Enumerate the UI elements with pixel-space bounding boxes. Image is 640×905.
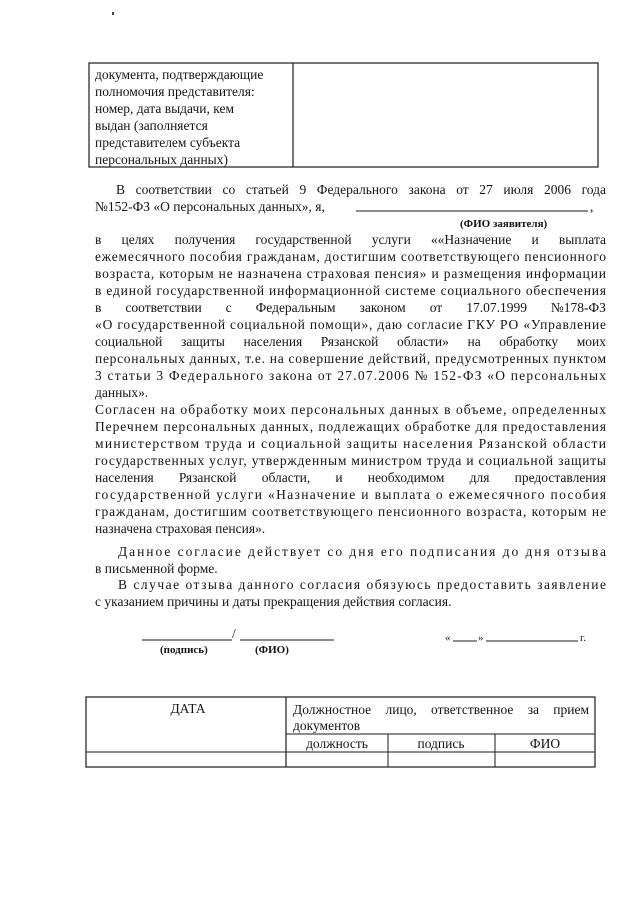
- justified-word: социальной: [95, 334, 163, 349]
- p2-line-3: министерством труда и социальной защиты населения Рязанской области: [95, 436, 607, 451]
- official-acceptance-table: [86, 697, 595, 767]
- justified-word: услуги: [371, 232, 411, 247]
- date-year-suffix: г.: [580, 632, 587, 644]
- justified-word: лицо,: [385, 702, 417, 717]
- consent-paragraph-4: [95, 577, 606, 609]
- name-column-header: ФИО: [529, 736, 561, 751]
- justified-word: 2006: [544, 182, 571, 197]
- p2-line-5: [95, 470, 606, 485]
- p1-line-1: [95, 232, 606, 247]
- p3-line-1: Данное согласие действует со дня его подписания до дня отзыва: [118, 544, 606, 559]
- signature-caption: (подпись): [160, 644, 208, 656]
- justified-word: прием: [553, 702, 590, 717]
- document-label-line: документа, подтверждающие: [95, 67, 264, 82]
- p4-line-2: с указанием причины и даты прекращения действия согласия.: [95, 594, 452, 609]
- p1-line-4: в единой государственной информационной системе социального обеспечения: [95, 283, 606, 298]
- justified-word: В: [116, 182, 126, 197]
- justified-word: выплата: [558, 232, 607, 247]
- p1-line-9: 3 статьи 3 Федерального закона от 27.07.2006 № 152-ФЗ «О персональных: [95, 368, 606, 383]
- document-label-line: персональных данных): [95, 152, 228, 167]
- justified-word: и: [335, 470, 343, 485]
- justified-word: предоставления: [514, 470, 606, 485]
- scan-speck: [112, 12, 114, 15]
- justified-word: Федеральным: [255, 300, 336, 315]
- p1-line-10: данных».: [95, 385, 149, 400]
- p1-line-7: [95, 334, 606, 349]
- justified-word: в: [95, 232, 102, 247]
- signature-block: [142, 626, 586, 656]
- p2-line-7: гражданам, достигшим соответствующего пенсионного возраста, которым не: [95, 504, 606, 519]
- justified-word: населения: [243, 334, 303, 349]
- consent-paragraph-2: [95, 402, 606, 536]
- document-label-line: представителем субъекта: [95, 135, 241, 150]
- justified-word: в: [95, 300, 102, 315]
- p1-line-5: [95, 300, 606, 315]
- justified-word: Федерального: [316, 182, 398, 197]
- justified-word: статьей: [245, 182, 289, 197]
- p2-line-4: государственных услуг, утвержденным министром труда и социальной защиты: [95, 453, 606, 468]
- justified-word: целях: [121, 232, 155, 247]
- applicant-name-caption: (ФИО заявителя): [460, 218, 548, 230]
- justified-word: законом: [359, 300, 406, 315]
- justified-word: Рязанской: [178, 470, 237, 485]
- justified-word: соответствии: [135, 182, 212, 197]
- justified-word: необходимом: [367, 470, 445, 485]
- p4-line-1: В случае отзыва данного согласия обязуюсь предоставить заявление: [118, 577, 606, 592]
- justified-word: ««Назначение: [430, 232, 512, 247]
- justified-word: от: [429, 300, 443, 315]
- justified-word: соответствии: [125, 300, 202, 315]
- justified-word: Рязанской: [320, 334, 379, 349]
- justified-word: обработку: [499, 334, 559, 349]
- p2-line-6: государственной услуги «Назначение и выплата о ежемесячного пособия: [95, 487, 606, 502]
- intro-line-2: №152-ФЗ «О персональных данных», я,: [95, 199, 325, 214]
- justified-word: №178-ФЗ: [550, 300, 606, 315]
- p1-line-6: «О государственной социальной помощи», даю согласие ГКУ РО «Управление: [95, 317, 606, 332]
- p1-line-8: персональных данных, т.е. на совершение действий, предусмотренных пунктом: [95, 351, 606, 366]
- p1-line-2: ежемесячного пособия гражданам, достигшим соответствующего пенсионного: [95, 249, 606, 264]
- position-column-header: должность: [306, 736, 368, 751]
- justified-word: Должностное: [293, 702, 372, 717]
- justified-word: со: [222, 182, 236, 197]
- justified-word: моих: [576, 334, 606, 349]
- document-label-line: номер, дата выдачи, кем: [95, 101, 234, 116]
- name-caption: (ФИО): [255, 644, 289, 656]
- p2-line-2: Перечнем персональных данных, подлежащих обработке для предоставления: [95, 419, 607, 434]
- intro-line-1: [116, 182, 606, 197]
- date-open-quote: «: [445, 632, 451, 644]
- official-header-line-1: [293, 702, 589, 717]
- consent-paragraph-3: [95, 544, 606, 576]
- justified-word: ответственное: [431, 702, 514, 717]
- justified-word: получения: [174, 232, 236, 247]
- justified-word: от: [456, 182, 469, 197]
- justified-word: для: [469, 470, 490, 485]
- consent-paragraph-1: [95, 232, 606, 400]
- signature-column-header: подпись: [417, 736, 465, 751]
- justified-word: 17.07.1999: [466, 300, 527, 315]
- p1-line-3: возраста, которым не назначена страховая пенсия» и размещения информации: [95, 266, 606, 281]
- p2-line-8: назначена страховая пенсия».: [95, 521, 266, 536]
- justified-word: защиты: [181, 334, 225, 349]
- p2-line-1: Согласен на обработку моих персональных данных в объеме, определенных: [95, 402, 606, 417]
- document-label-line: выдан (заполняется: [95, 118, 208, 133]
- justified-word: июля: [503, 182, 534, 197]
- p3-line-2: в письменной форме.: [95, 561, 218, 576]
- justified-word: 27: [479, 182, 493, 197]
- justified-word: на: [467, 334, 481, 349]
- justified-word: населения: [95, 470, 154, 485]
- justified-word: за: [527, 702, 540, 717]
- consent-intro: [95, 182, 606, 230]
- justified-word: государственной: [255, 232, 352, 247]
- intro-line-2-comma: ,: [590, 199, 594, 214]
- justified-word: 9: [299, 182, 307, 197]
- justified-word: года: [581, 182, 607, 197]
- signature-slash: /: [232, 626, 236, 641]
- official-header-line-2: документов: [293, 718, 361, 733]
- justified-word: с: [225, 300, 232, 315]
- justified-word: области»: [397, 334, 449, 349]
- document-label-line: полномочия представителя:: [95, 84, 255, 99]
- date-close-quote: »: [478, 632, 484, 644]
- justified-word: закона: [408, 182, 446, 197]
- date-column-header: ДАТА: [170, 701, 206, 716]
- justified-word: и: [531, 232, 539, 247]
- representative-documents-table: [89, 63, 598, 167]
- justified-word: области,: [261, 470, 311, 485]
